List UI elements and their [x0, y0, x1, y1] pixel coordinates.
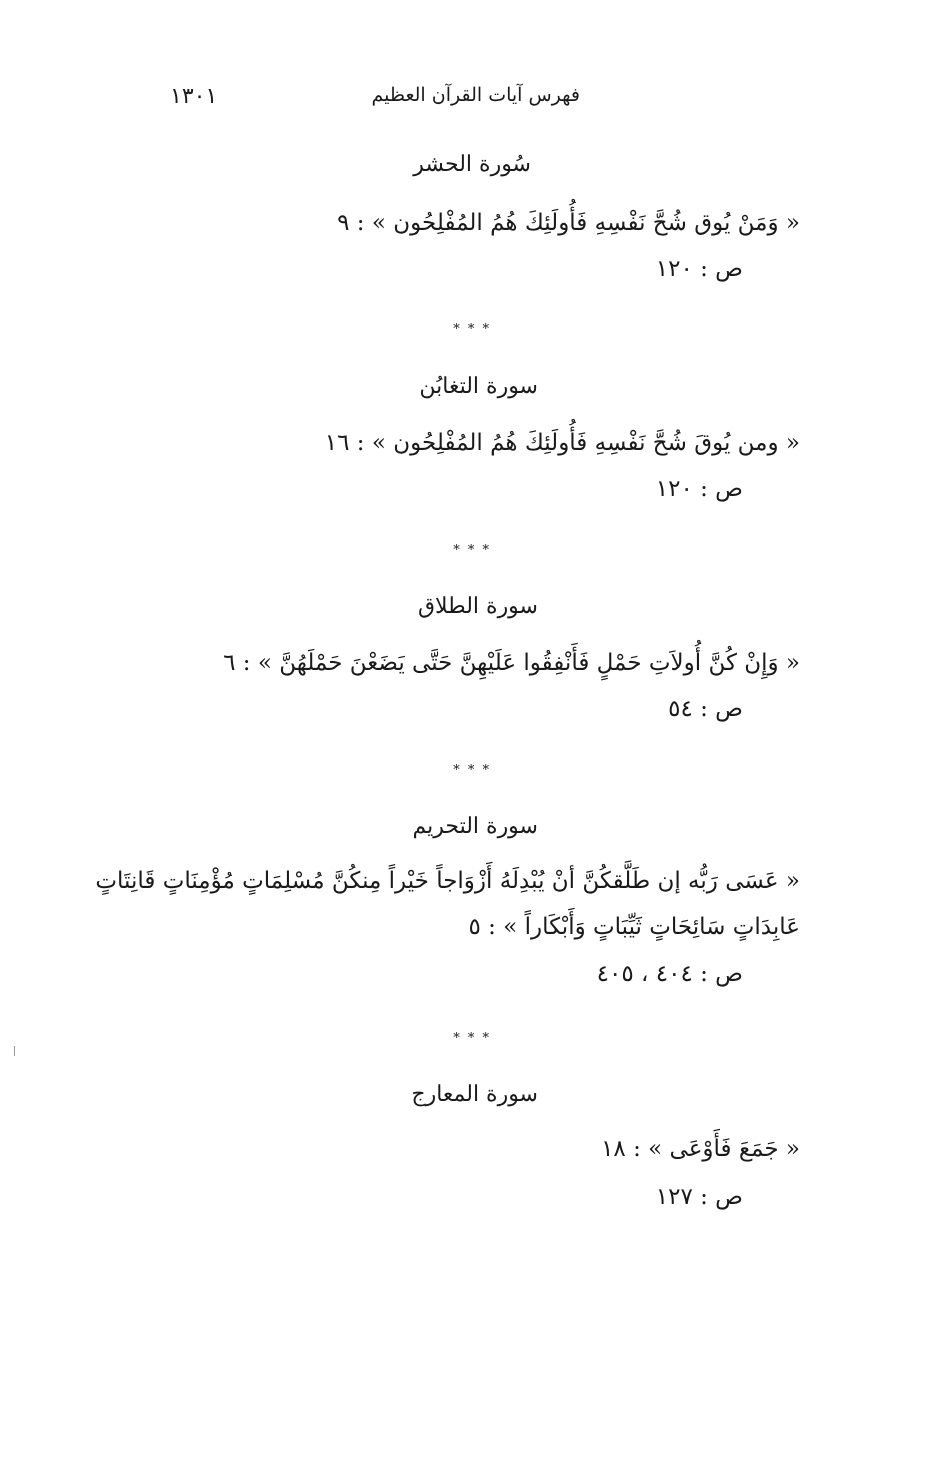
page-reference: ص : ٤٠٤ ، ٤٠٥	[596, 961, 743, 987]
surah-title: سورة التغابُن	[419, 374, 538, 399]
page-reference: ص : ١٢٠	[655, 256, 743, 282]
page-reference: ص : ٥٤	[668, 696, 743, 722]
surah-title: سورة الطلاق	[417, 594, 538, 619]
section-separator: * * *	[453, 543, 491, 558]
verse-line: « وَإِنْ كُنَّ أُولاَتِ حَمْلٍ فَأَنْفِقُوا عَلَيْهِنَّ حَتَّى يَضَعْنَ حَمْلَهُنَّ » : ٦	[223, 650, 800, 676]
section-separator: * * *	[453, 763, 491, 778]
verse-line: عَابِدَاتٍ سَائِحَاتٍ ثَيِّبَاتٍ وَأَبْكَاراً » : ٥	[468, 914, 800, 940]
verse-line: « عَسَى رَبُّه إن طَلَّقكُنَّ أنْ يُبْدِلَهُ أَزْوَاجاً خَيْراً مِنكُنَّ مُسْلِمَاتٍ مُؤْمِنَاتٍ قَانِتَاتٍ	[95, 868, 800, 894]
section-separator: * * *	[453, 1031, 491, 1046]
surah-title: سورة التحريم	[412, 814, 538, 839]
section-separator: * * *	[453, 322, 491, 337]
page-reference: ص : ١٢٠	[655, 476, 743, 502]
surah-title: سُورة الحشر	[413, 152, 531, 177]
page-header	[170, 84, 580, 116]
scan-margin-mark	[14, 1046, 15, 1056]
verse-line: « ومن يُوقَ شُحَّ نَفْسِهِ فَأُولَئِكَ هُمُ المُفْلِحُون » : ١٦	[324, 430, 800, 456]
verse-line: « جَمَعَ فَأَوْعَى » : ١٨	[601, 1136, 800, 1162]
verse-line: « وَمَنْ يُوق شُحَّ نَفْسِهِ فَأُولَئِكَ هُمُ المُفْلِحُون » : ٩	[337, 210, 800, 236]
page-number: ١٣٠١	[170, 84, 218, 109]
header-title: فهرس آيات القرآن العظيم	[371, 84, 580, 106]
surah-title: سورة المعارج	[411, 1082, 538, 1107]
page-reference: ص : ١٢٧	[655, 1184, 743, 1210]
